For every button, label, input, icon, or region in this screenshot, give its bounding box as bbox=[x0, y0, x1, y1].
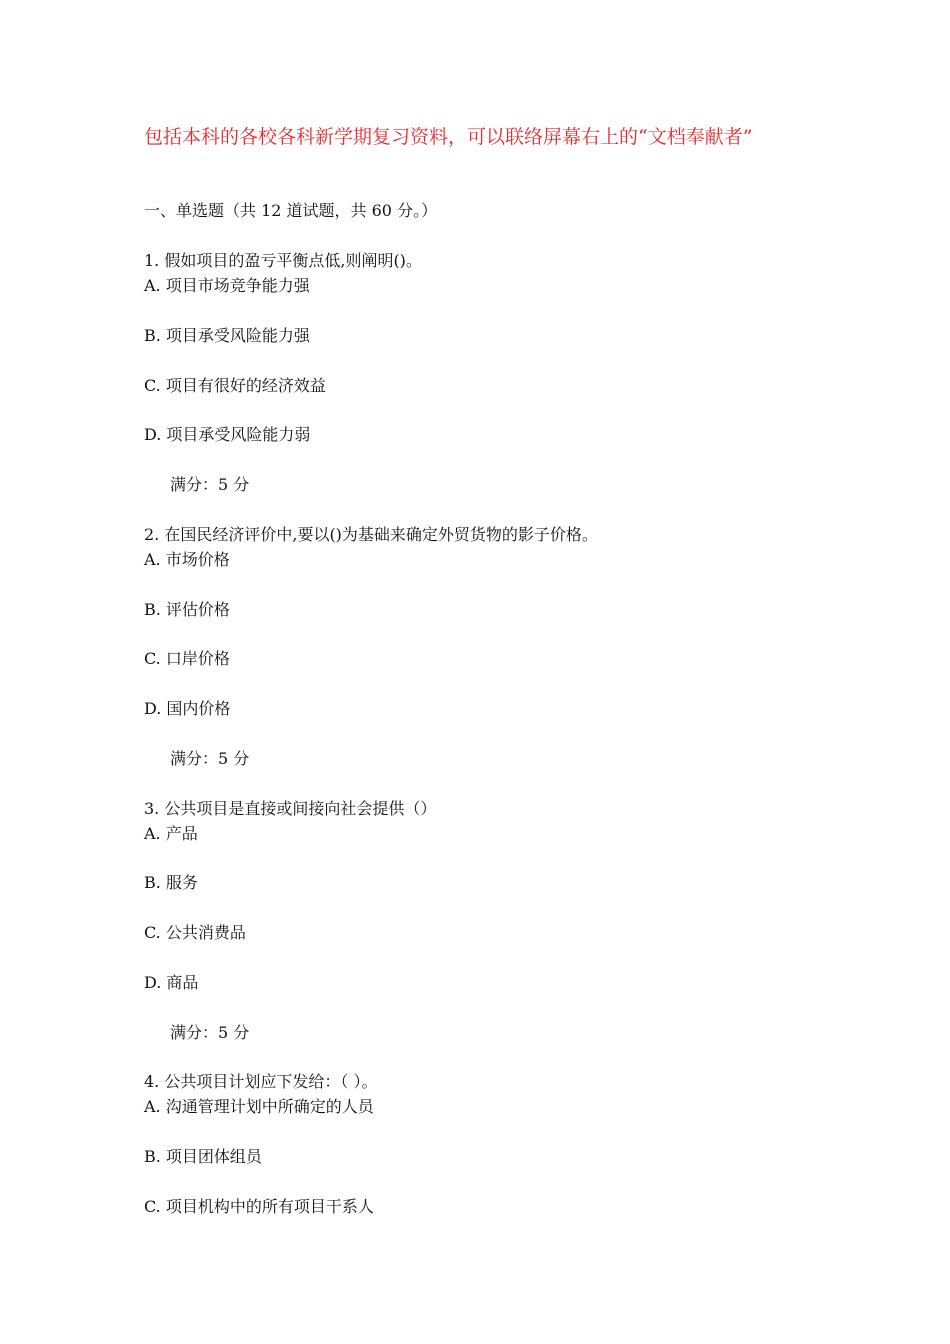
option-a: A. 项目市场竞争能力强 bbox=[144, 276, 310, 295]
option-a: A. 产品 bbox=[144, 824, 198, 843]
option-d: D. 项目承受风险能力弱 bbox=[144, 425, 311, 444]
question-stem: 1. 假如项目的盈亏平衡点低,则阐明()。 bbox=[144, 251, 422, 270]
option-d: D. 商品 bbox=[144, 973, 199, 992]
option-b: B. 评估价格 bbox=[144, 600, 230, 619]
question-score: 满分：5 分 bbox=[170, 749, 250, 768]
option-c: C. 公共消费品 bbox=[144, 923, 246, 942]
option-d: D. 国内价格 bbox=[144, 699, 231, 718]
question-score: 满分：5 分 bbox=[170, 475, 250, 494]
option-c: C. 口岸价格 bbox=[144, 649, 230, 668]
question-score: 满分：5 分 bbox=[170, 1023, 250, 1042]
option-b: B. 项目团体组员 bbox=[144, 1147, 262, 1166]
header-notice: 包括本科的各校各科新学期复习资料，可以联络屏幕右上的“文档奉献者” bbox=[144, 126, 753, 148]
option-b: B. 服务 bbox=[144, 873, 198, 892]
section-title: 一、单选题（共 12 道试题，共 60 分。） bbox=[144, 201, 438, 220]
option-c: C. 项目有很好的经济效益 bbox=[144, 376, 326, 395]
option-a: A. 市场价格 bbox=[144, 550, 230, 569]
question-stem: 2. 在国民经济评价中,要以()为基础来确定外贸货物的影子价格。 bbox=[144, 525, 598, 544]
question-stem: 3. 公共项目是直接或间接向社会提供（） bbox=[144, 799, 437, 818]
question-stem: 4. 公共项目计划应下发给：（ ）。 bbox=[144, 1072, 378, 1091]
option-b: B. 项目承受风险能力强 bbox=[144, 326, 310, 345]
option-a: A. 沟通管理计划中所确定的人员 bbox=[144, 1097, 374, 1116]
option-c: C. 项目机构中的所有项目干系人 bbox=[144, 1197, 374, 1216]
